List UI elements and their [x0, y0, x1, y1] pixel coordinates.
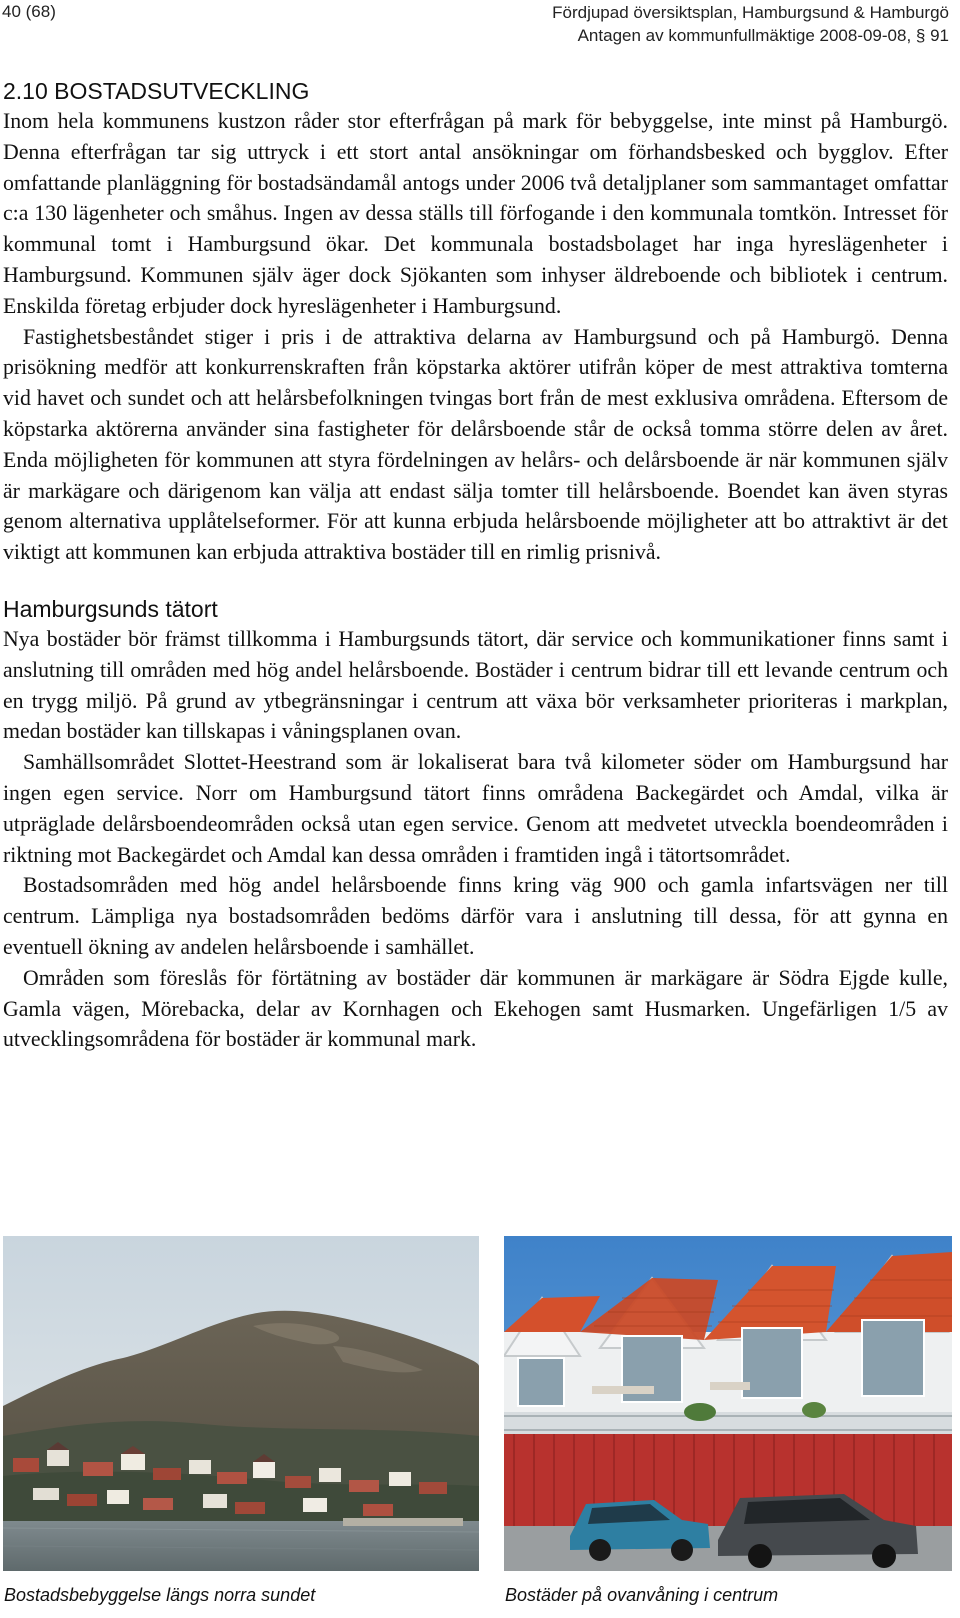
document-title: Fördjupad översiktsplan, Hamburgsund & Hamburgö [552, 3, 949, 22]
paragraph: Inom hela kommunens kustzon råder stor efterfrågan på mark för bebyggelse, inte minst på Hamburgö. Denna efterfrågan tar sig uttryck i ett stort antal ansökningar om förhandsbesked och bygglov. Efter omfattande planläggning för bostadsändamål antogs under 2006 två detaljplaner som sammantaget omfattar c:a 130 lägenheter och småhus. Ingen av dessa ställs till förfogande i den kommunala tomtkön. Intresset för kommunal tomt i Hamburgsund ökar. Det kommunala bostadsbolaget har inga hyreslägenheter i Hamburgsund. Kommunen själv äger dock Sjökanten som inhyser äldreboende och bibliotek i centrum. Enskilda företag erbjuder dock hyreslägenheter i Hamburgsund. [3, 109, 948, 318]
body-text [3, 76, 948, 1055]
photo-caption-left: Bostadsbebyggelse längs norra sundet [4, 1585, 316, 1605]
photo-buildings-centrum [504, 1236, 952, 1571]
section-heading: 2.10 BOSTADSUTVECKLING [3, 78, 310, 104]
paragraph: Bostadsområden med hög andel helårsboende finns kring väg 900 och gamla infartsvägen ner till centrum. Lämpliga nya bostadsområden bedöms därför vara i anslutning till dessa, för att gynna en eventuell ökning av andelen helårsboende i samhället. [3, 873, 948, 959]
photo-caption-right: Bostäder på ovanvåning i centrum [505, 1585, 779, 1605]
document-status: Antagen av kommunfullmäktige 2008-09-08, § 91 [577, 26, 949, 45]
paragraph: Fastighetsbeståndet stiger i pris i de attraktiva delarna av Hamburgsund och på Hamburgö. Denna prisökning medför att konkurrenskraften från köpstarka aktörer utifrån köper de mest attraktiva tomterna vid havet och sundet och att helårsbefolkningen tvingas bort från de mest exklusiva områdena. Eftersom de köpstarka aktörerna använder sina fastigheter för delårsboende står de också tomma större delen av året. Enda möjligheten för kommunen att styra fördelningen av helårs- och delårsboende är när kommunen själv är markägare och därigenom kan välja att endast sälja tomter till helårsboende. Boendet kan även styras genom alternativa upplåtelseformer. För att kunna erbjuda helårsboende möjligheter att bo attraktivt är det viktigt att kommunen kan erbjuda attraktiva bostäder till en rimlig prisnivå. [3, 324, 948, 565]
paragraph: Områden som föreslås för förtätning av bostäder där kommunen är markägare är Södra Ejgde kulle, Gamla vägen, Mörebacka, delar av Kornhagen och Ekehogen samt Husmarken. Ungefärligen 1/5 av utvecklingsområdena för bostäder är kommunal mark. [3, 965, 948, 1052]
paragraph: Nya bostäder bör främst tillkomma i Hamburgsunds tätort, där service och kommunikationer finns samt i anslutning till områden med hög andel helårsboende. Bostäder i centrum bidrar till ett levande centrum och en trygg miljö. På grund av ytbegränsningar i centrum att växa bör verksamheter prioriteras i markplan, medan bostäder kan tillskapas i våningsplanen ovan. [3, 626, 948, 744]
subsection-heading: Hamburgsunds tätort [3, 595, 218, 622]
page-number: 40 (68) [2, 2, 56, 21]
running-header [552, 1, 949, 47]
photo-hillside-houses [3, 1236, 479, 1571]
paragraph: Samhällsområdet Slottet-Heestrand som är lokaliserat bara två kilometer söder om Hamburgsund har ingen egen service. Norr om Hamburgsund tätort finns områdena Backegärdet och Amdal, vilka är utpräglade delårsboendeområden också utan egen service. Genom att medvetet utveckla boendeområden i riktning mot Backegärdet och Amdal kan dessa områden i framtiden ingå i tätortsområdet. [3, 750, 948, 867]
